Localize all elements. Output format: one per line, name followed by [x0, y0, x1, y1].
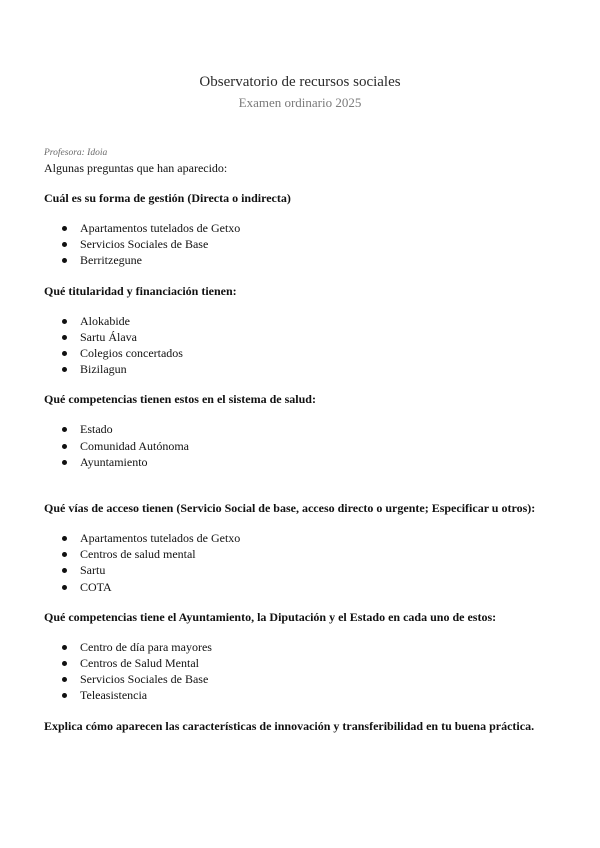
list-item — [44, 546, 564, 562]
list-item — [44, 687, 564, 703]
bullet-icon — [62, 661, 67, 666]
list-item-text: Centro de día para mayores — [80, 639, 212, 654]
list-item — [44, 313, 564, 329]
list-item — [44, 671, 564, 687]
question-heading: Qué competencias tiene el Ayuntamiento, la Diputación y el Estado en cada uno de estos: — [44, 609, 497, 624]
document-subtitle: Examen ordinario 2025 — [238, 95, 362, 110]
list-item — [44, 562, 564, 578]
list-item-text: Centros de salud mental — [80, 547, 196, 562]
list-item — [44, 655, 564, 671]
bullet-icon — [62, 226, 67, 231]
document-title: Observatorio de recursos sociales — [199, 74, 401, 90]
answer-list — [44, 530, 564, 595]
list-item — [44, 361, 564, 377]
list-item-text: Servicios Sociales de Base — [80, 237, 209, 252]
list-item — [44, 454, 564, 470]
bullet-icon — [62, 460, 67, 465]
list-item-text: Colegios concertados — [80, 346, 183, 361]
bullet-icon — [62, 351, 67, 356]
list-item — [44, 220, 564, 236]
bullet-icon — [62, 427, 67, 432]
list-item-text: Apartamentos tutelados de Getxo — [80, 531, 241, 546]
list-item — [44, 639, 564, 655]
list-item-text: Bizilagun — [80, 362, 127, 377]
question-section-4 — [44, 500, 564, 595]
question-section-3 — [44, 391, 564, 470]
bullet-icon — [62, 693, 67, 698]
document-header — [0, 72, 600, 112]
question-section-2 — [44, 283, 564, 378]
list-item-text: Sartu Álava — [80, 329, 137, 344]
list-item — [44, 329, 564, 345]
list-item-text: Apartamentos tutelados de Getxo — [80, 221, 241, 235]
list-item — [44, 252, 564, 268]
answer-list — [44, 220, 564, 269]
question-section-5 — [44, 609, 564, 704]
bullet-icon — [62, 585, 67, 590]
teacher-name: Profesora: Idoia — [44, 148, 108, 158]
bullet-icon — [62, 677, 67, 682]
list-item — [44, 345, 564, 361]
list-item-text: Alokabide — [80, 313, 130, 328]
list-item — [44, 236, 564, 252]
list-item — [44, 421, 564, 437]
answer-list — [44, 639, 564, 704]
question-heading: Qué vías de acceso tienen (Servicio Social de base, acceso directo o urgente; Especificar u otros): — [44, 501, 536, 516]
bullet-icon — [62, 444, 67, 449]
list-item-text: Centros de Salud Mental — [80, 656, 199, 671]
bullet-icon — [62, 645, 67, 650]
final-question: Explica cómo aparecen las características de innovación y transferibilidad en tu buena práctica. — [44, 718, 535, 733]
question-section-1 — [44, 190, 564, 269]
question-heading: Qué competencias tienen estos en el sistema de salud: — [44, 392, 316, 407]
bullet-icon — [62, 335, 67, 340]
list-item — [44, 438, 564, 454]
list-item-text: Servicios Sociales de Base — [80, 672, 209, 687]
bullet-icon — [62, 367, 67, 372]
question-heading: Cuál es su forma de gestión (Directa o indirecta) — [44, 191, 291, 205]
intro-text: Algunas preguntas que han aparecido: — [44, 161, 228, 175]
answer-list — [44, 313, 564, 378]
list-item-text: Teleasistencia — [80, 688, 148, 703]
list-item — [44, 579, 564, 595]
bullet-icon — [62, 242, 67, 247]
list-item-text: Berritzegune — [80, 253, 142, 268]
bullet-icon — [62, 568, 67, 573]
document-body — [44, 147, 564, 734]
list-item-text: Estado — [80, 422, 113, 437]
list-item-text: Ayuntamiento — [80, 454, 148, 469]
list-item-text: COTA — [80, 579, 112, 594]
bullet-icon — [62, 319, 67, 324]
question-heading: Qué titularidad y financiación tienen: — [44, 283, 237, 298]
list-item — [44, 530, 564, 546]
list-item-text: Sartu — [80, 563, 106, 578]
bullet-icon — [62, 536, 67, 541]
bullet-icon — [62, 258, 67, 263]
list-item-text: Comunidad Autónoma — [80, 438, 189, 453]
answer-list — [44, 421, 564, 470]
bullet-icon — [62, 552, 67, 557]
